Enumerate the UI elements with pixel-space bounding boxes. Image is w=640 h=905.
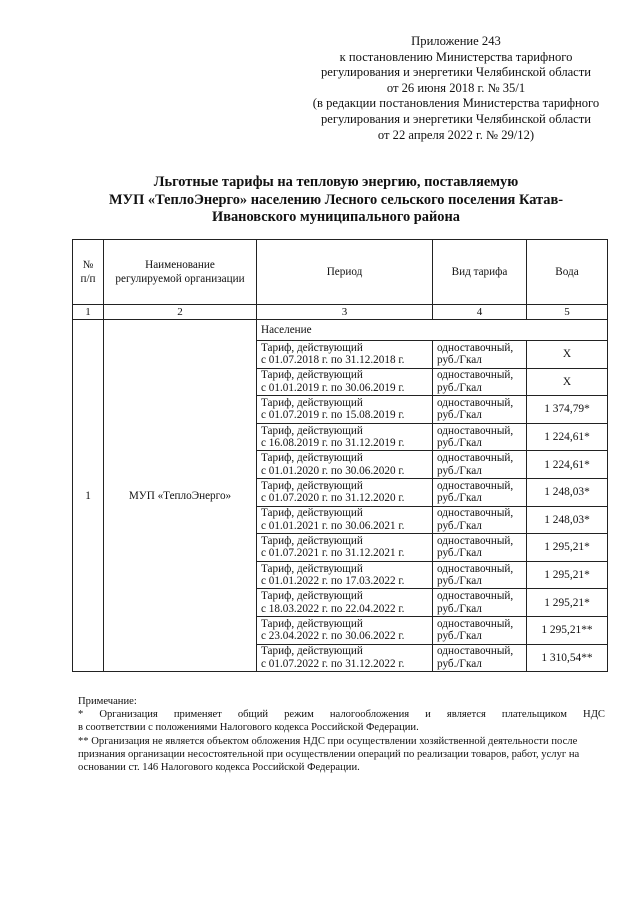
column-number-row — [73, 305, 608, 320]
period-cell: Тариф, действующий с 01.07.2020 г. по 31.12.2020 г. — [257, 478, 433, 506]
header-number: № п/п — [73, 240, 104, 305]
footnote-1-line: в соответствии с положениями Налогового кодекса Российской Федерации. — [78, 722, 419, 734]
tariff-kind-cell: одноставочный, руб./Гкал — [433, 368, 527, 396]
tariff-table — [72, 239, 608, 672]
appendix-header — [300, 34, 612, 143]
title-line: Льготные тарифы на тепловую энергию, поставляемую — [153, 174, 519, 190]
period-cell: Тариф, действующий с 01.07.2019 г. по 15.08.2019 г. — [257, 396, 433, 424]
column-number: 3 — [257, 305, 433, 320]
water-tariff-value: 1 310,54** — [527, 644, 608, 672]
appendix-line: регулирования и энергетики Челябинской области — [320, 65, 592, 80]
column-number: 5 — [527, 305, 608, 320]
tariff-kind-cell: одноставочный, руб./Гкал — [433, 423, 527, 451]
section-row — [73, 320, 608, 341]
period-cell: Тариф, действующий с 23.04.2022 г. по 30.06.2022 г. — [257, 616, 433, 644]
water-tariff-value: 1 295,21** — [527, 616, 608, 644]
column-number: 4 — [433, 305, 527, 320]
water-tariff-value: 1 295,21* — [527, 561, 608, 589]
water-tariff-value: 1 295,21* — [527, 589, 608, 617]
appendix-line: регулирования и энергетики Челябинской области — [320, 111, 592, 126]
tariff-kind-cell: одноставочный, руб./Гкал — [433, 561, 527, 589]
tariff-kind-cell: одноставочный, руб./Гкал — [433, 396, 527, 424]
period-cell: Тариф, действующий с 16.08.2019 г. по 31.12.2019 г. — [257, 423, 433, 451]
tariff-kind-cell: одноставочный, руб./Гкал — [433, 534, 527, 562]
water-tariff-value: 1 374,79* — [527, 396, 608, 424]
water-tariff-value: 1 248,03* — [527, 478, 608, 506]
tariff-kind-cell: одноставочный, руб./Гкал — [433, 616, 527, 644]
organization-name: МУП «ТеплоЭнерго» — [104, 320, 257, 672]
water-tariff-value: Х — [527, 341, 608, 369]
footnote-1-line: * Организация применяет общий режим налогообложения и является плательщиком НДС — [78, 709, 605, 721]
period-cell: Тариф, действующий с 01.01.2021 г. по 30.06.2021 г. — [257, 506, 433, 534]
water-tariff-value: 1 295,21* — [527, 534, 608, 562]
footnote-2-line: признания организации несостоятельной при осуществлении операций по реализации товаров, работ, услуг на — [78, 748, 580, 760]
water-tariff-value: 1 224,61* — [527, 423, 608, 451]
title-line: Ивановского муниципального района — [212, 209, 460, 225]
table-header-row — [73, 240, 608, 305]
section-label: Население — [257, 320, 608, 341]
footnote-2-line: основании ст. 146 Налогового кодекса Российской Федерации. — [78, 762, 360, 774]
header-tariff-kind: Вид тарифа — [433, 240, 527, 305]
water-tariff-value: 1 248,03* — [527, 506, 608, 534]
period-cell: Тариф, действующий с 01.07.2022 г. по 31.12.2022 г. — [257, 644, 433, 672]
tariff-kind-cell: одноставочный, руб./Гкал — [433, 644, 527, 672]
tariff-kind-cell: одноставочный, руб./Гкал — [433, 506, 527, 534]
notes-heading: Примечание: — [78, 696, 137, 707]
document-title — [66, 174, 606, 227]
tariff-kind-cell: одноставочный, руб./Гкал — [433, 589, 527, 617]
row-number: 1 — [73, 320, 104, 672]
title-line: МУП «ТеплоЭнерго» населению Лесного сельского поселения Катав- — [108, 191, 564, 208]
tariff-kind-cell: одноставочный, руб./Гкал — [433, 341, 527, 369]
header-organization: Наименование регулируемой организации — [104, 240, 257, 305]
appendix-line: от 26 июня 2018 г. № 35/1 — [386, 80, 526, 95]
appendix-line: к постановлению Министерства тарифного — [339, 49, 573, 64]
header-period: Период — [257, 240, 433, 305]
footnote-2-line: ** Организация не является объектом обложения НДС при осуществлении хозяйственной деятельности после — [78, 735, 578, 747]
column-number: 1 — [73, 305, 104, 320]
water-tariff-value: Х — [527, 368, 608, 396]
column-number: 2 — [104, 305, 257, 320]
period-cell: Тариф, действующий с 18.03.2022 г. по 22.04.2022 г. — [257, 589, 433, 617]
appendix-line: Приложение 243 — [411, 34, 501, 48]
period-cell: Тариф, действующий с 01.01.2022 г. по 17.03.2022 г. — [257, 561, 433, 589]
appendix-line: от 22 апреля 2022 г. № 29/12) — [377, 127, 535, 142]
appendix-line: (в редакции постановления Министерства тарифного — [312, 96, 600, 111]
water-tariff-value: 1 224,61* — [527, 451, 608, 479]
period-cell: Тариф, действующий с 01.01.2019 г. по 30.06.2019 г. — [257, 368, 433, 396]
tariff-kind-cell: одноставочный, руб./Гкал — [433, 451, 527, 479]
period-cell: Тариф, действующий с 01.01.2020 г. по 30.06.2020 г. — [257, 451, 433, 479]
period-cell: Тариф, действующий с 01.07.2021 г. по 31.12.2021 г. — [257, 534, 433, 562]
header-water: Вода — [527, 240, 608, 305]
tariff-kind-cell: одноставочный, руб./Гкал — [433, 478, 527, 506]
footnotes — [78, 695, 605, 774]
period-cell: Тариф, действующий с 01.07.2018 г. по 31.12.2018 г. — [257, 341, 433, 369]
